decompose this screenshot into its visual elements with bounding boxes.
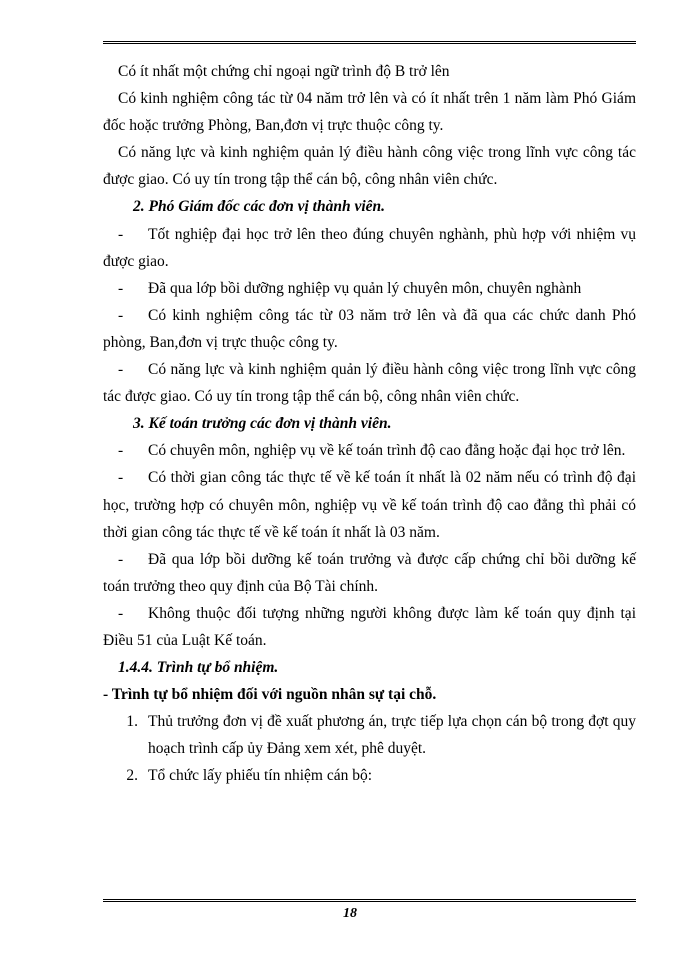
bullet-dash: - [118,469,124,487]
list-item-text: Có chuyên môn, nghiệp vụ về kế toán trình độ cao đẳng hoặc đại học trở lên. [148,442,626,460]
bullet-dash: - [118,306,124,324]
list-item [103,464,636,545]
step-text: Thủ trưởng đơn vị đề xuất phương án, trực tiếp lựa chọn cán bộ trong đợt quy hoạch trình cấp ủy Đảng xem xét, phê duyệt. [148,713,636,758]
page-number: 18 [343,906,357,921]
numbered-step [103,762,636,789]
list-item [103,302,636,356]
section-3-heading: 3. Kế toán trưởng các đơn vị thành viên. [133,415,392,433]
paragraph-3: Có năng lực và kinh nghiệm quản lý điều hành công việc trong lĩnh vực công tác được giao. Có uy tín trong tập thể cán bộ, công nhân viên chức. [103,144,636,189]
list-item-text: Có thời gian công tác thực tế về kế toán ít nhất là 02 năm nếu có trình độ đại học, trường hợp có chuyên môn, nghiệp vụ về kế toán trình độ cao đẳng thì phải có thời gian công tác thực tế về kế toán ít nhất là 03 năm. [103,469,636,541]
list-item [103,221,636,275]
numbered-step [103,708,636,762]
list-item-text: Tốt nghiệp đại học trở lên theo đúng chuyên nghành, phù hợp với nhiệm vụ được giao. [103,225,636,270]
list-item [103,600,636,654]
bullet-dash: - [118,361,124,379]
list-item-text: Đã qua lớp bồi dưỡng kế toán trưởng và được cấp chứng chỉ bồi dưỡng kế toán trưởng theo quy định của Bộ Tài chính. [103,550,636,595]
paragraph-2: Có kinh nghiệm công tác từ 04 năm trở lên và có ít nhất trên 1 năm làm Phó Giám đốc hoặc trưởng Phòng, Ban,đơn vị trực thuộc công ty. [103,90,636,135]
step-number: 1. [126,713,138,731]
list-item-text: Đã qua lớp bồi dưỡng nghiệp vụ quản lý chuyên môn, chuyên nghành [148,279,582,297]
step-text: Tổ chức lấy phiếu tín nhiệm cán bộ: [148,767,373,785]
list-item [103,546,636,600]
bullet-dash: - [118,550,124,568]
section-2-heading: 2. Phó Giám đốc các đơn vị thành viên. [133,198,386,216]
list-item-text: Không thuộc đối tượng những người không được làm kế toán quy định tại Điều 51 của Luật Kế toán. [103,604,636,649]
list-item [103,275,636,302]
bullet-dash: - [118,442,124,460]
bullet-dash: - [118,604,124,622]
section-1-4-4-heading: 1.4.4. Trình tự bổ nhiệm. [118,659,279,677]
procedure-subheading: - Trình tự bổ nhiệm đối với nguồn nhân sự tại chỗ. [103,686,437,704]
bullet-dash: - [118,279,124,297]
list-item-text: Có kinh nghiệm công tác từ 03 năm trở lên và đã qua các chức danh Phó phòng, Ban,đơn vị trực thuộc công ty. [103,306,636,351]
footer-rule [103,899,636,902]
header-rule [103,41,636,44]
paragraph-1: Có ít nhất một chứng chỉ ngoại ngữ trình độ B trở lên [118,63,450,80]
list-item [103,356,636,410]
step-number: 2. [126,767,138,785]
list-item-text: Có năng lực và kinh nghiệm quản lý điều hành công việc trong lĩnh vực công tác được giao. Có uy tín trong tập thể cán bộ, công nhân viên chức. [103,361,636,406]
list-item [103,437,636,464]
bullet-dash: - [118,225,124,243]
page-body [103,58,636,790]
